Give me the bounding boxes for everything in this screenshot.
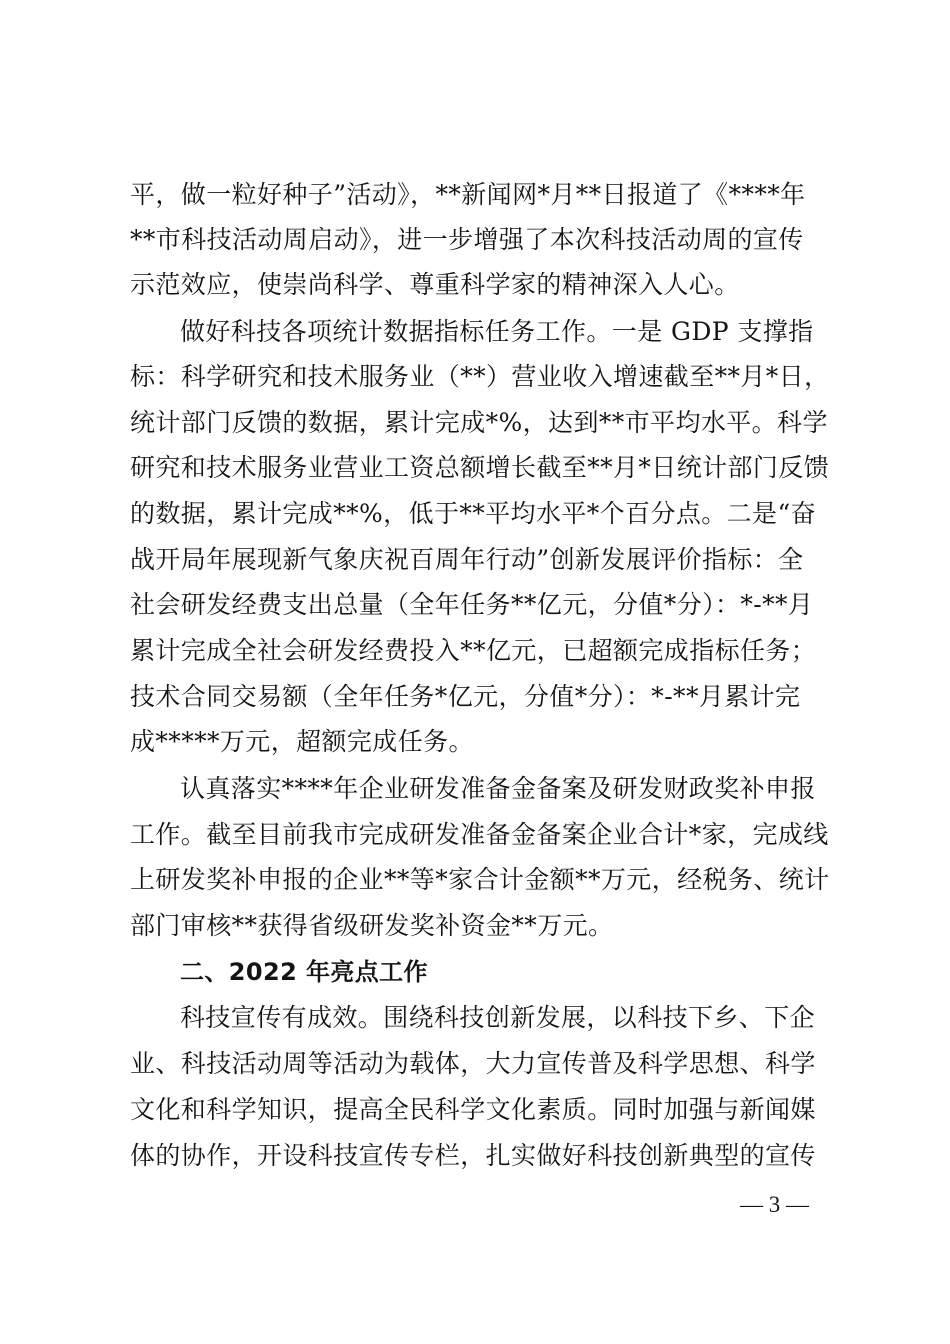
text-line: 的数据，累计完成**%，低于**平均水平*个百分点。二是“奋 [130,499,817,528]
text-line: 战开局年展现新气象庆祝百周年行动”创新发展评价指标：全 [130,545,804,574]
text-line: 统计部门反馈的数据，累计完成*%，达到**市平均水平。科学 [130,408,828,437]
section-heading: 二、2022 年亮点工作 [180,958,428,986]
paragraph-start-line: 做好科技各项统计数据指标任务工作。一是 GDP 支撑指 [180,317,814,346]
text-line: 文化和科学知识，提高全民科学文化素质。同时加强与新闻媒 [130,1095,816,1124]
text-line: 体的协作，开设科技宣传专栏，扎实做好科技创新典型的宣传 [130,1141,816,1170]
text-line: 上研发奖补申报的企业**等*家合计金额**万元，经税务、统计 [130,865,830,894]
text-line: 标：科学研究和技术服务业（**）营业收入增速截至**月*日， [130,362,830,391]
text-line: 示范效应，使崇尚科学、尊重科学家的精神深入人心。 [130,270,740,299]
page-number: — 3 — [740,1192,809,1217]
paragraph-start-line: 认真落实****年企业研发准备金备案及研发财政奖补申报 [180,774,816,803]
text-line: **市科技活动周启动》，进一步增强了本次科技活动周的宣传 [130,225,804,254]
text-line: 累计完成全社会研发经费投入**亿元，已超额完成指标任务； [130,636,817,665]
text-line: 技术合同交易额（全年任务*亿元，分值*分）：*-**月累计完 [130,682,801,711]
text-line: 业、科技活动周等活动为载体，大力宣传普及科学思想、科学 [130,1049,816,1078]
paragraph-start-line: 科技宣传有成效。围绕科技创新发展，以科技下乡、下企 [180,1003,816,1032]
text-line: 平，做一粒好种子”活动》，**新闻网*月**日报道了《****年 [130,180,806,209]
text-line: 工作。截至目前我市完成研发准备金备案企业合计*家，完成线 [130,820,829,849]
text-line: 部门审核**获得省级研发奖补资金**万元。 [130,911,614,940]
text-line: 成*****万元，超额完成任务。 [130,727,474,756]
text-line: 研究和技术服务业营业工资总额增长截至**月*日统计部门反馈 [130,453,830,482]
text-line: 社会研发经费支出总量（全年任务**亿元，分值*分）：*-**月 [130,590,814,619]
